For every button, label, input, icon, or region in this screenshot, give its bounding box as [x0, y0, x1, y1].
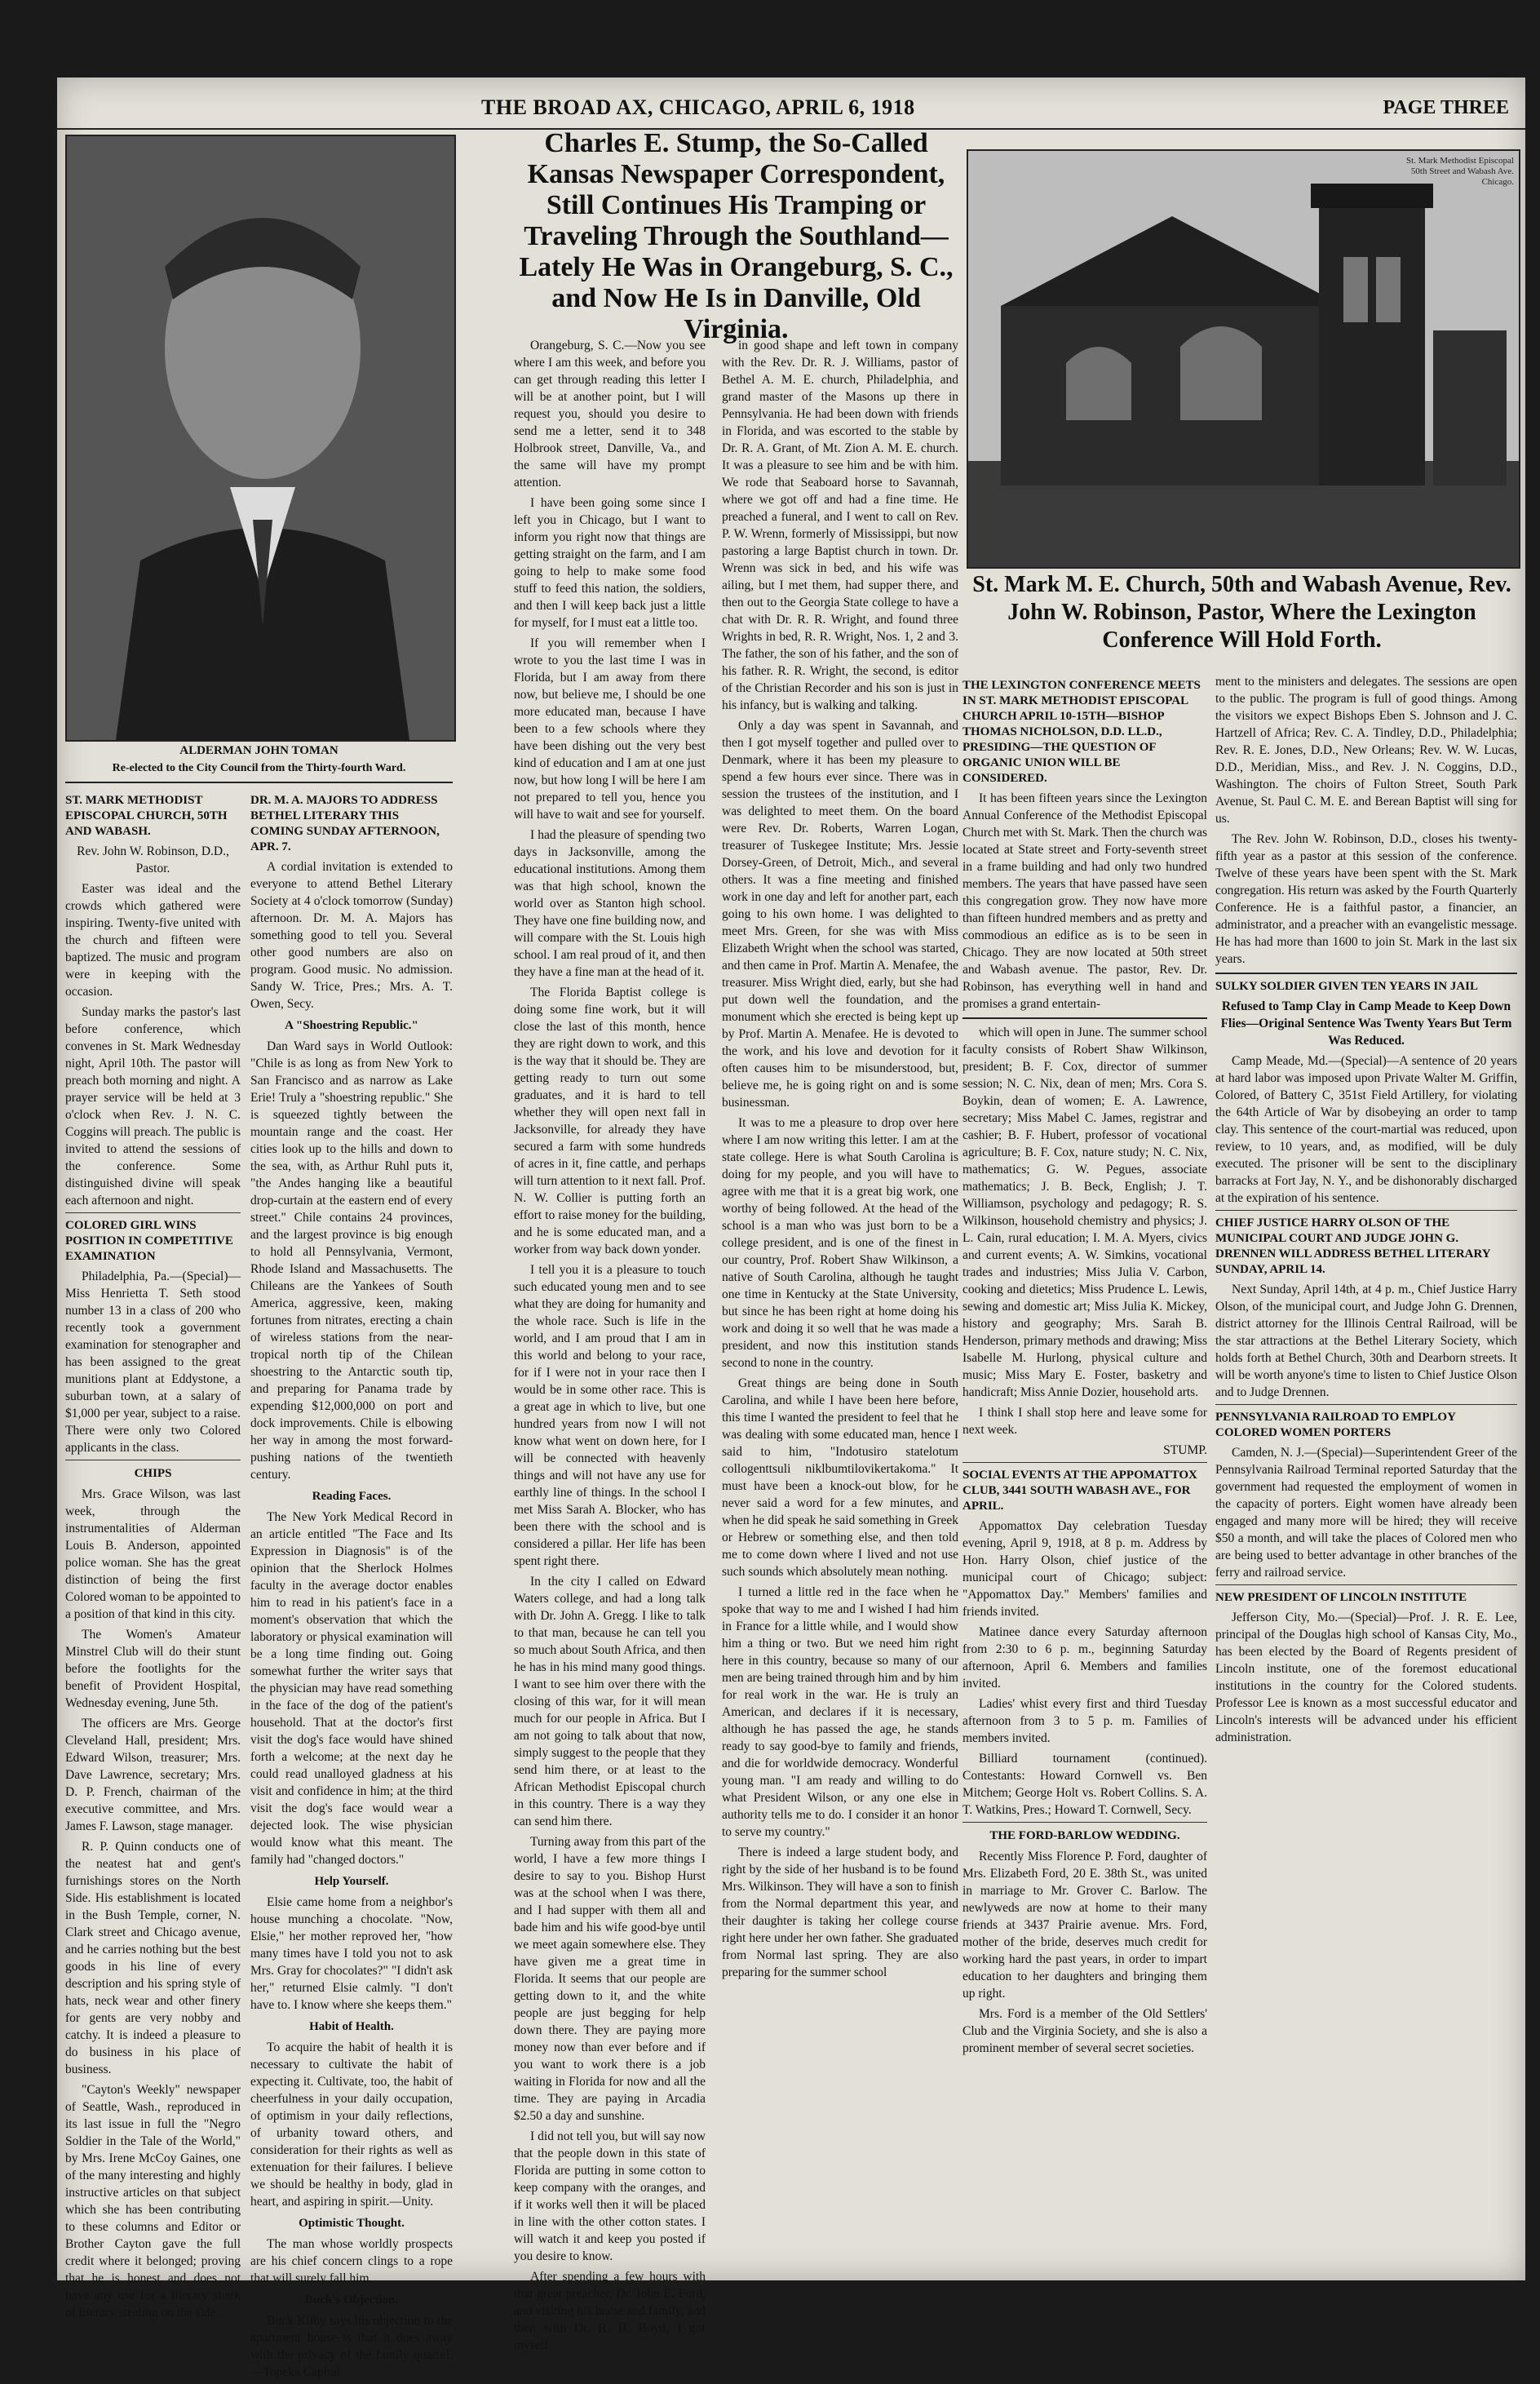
wedding-body-2: Mrs. Ford is a member of the Old Settlers' Club and the Virginia Society, and she is also a prominent member of several secret societies.: [962, 2007, 1207, 2055]
stump-body-3: If you will remember when I wrote to you the last time I was in Florida, but I am away from there now, but believe me, I should be one more educated man, because I have been to a few schools where they have been dishing out the very best kind of education and I am at one just now, but how long I will be here I am not prepared to tell you, hence you will have to wait and see for yourself.: [514, 636, 706, 822]
church-illustration: [968, 151, 1519, 567]
stump-body-9: I did not tell you, but will say now that the people down in this state of Florida are putting in some cotton to keep company with the oranges, and if it works well then it will be placed in line with the other cotton states. I will watch it and keep you posted if you desire to know.: [514, 2129, 706, 2263]
sulky-soldier-body: Camp Meade, Md.—(Special)—A sentence of 20 years at hard labor was imposed upon Private Walter M. Griffin, Colored, of Battery C, 351st Field Artillery, for violating the 64th Article of War by disobeying an order to tamp clay. This sentence of the court-martial was reduced, upon review, to 10 years, and, as modified, will be duly executed. The prisoner will be sent to the disciplinary barracks at Fort Jay, N. Y., and be dishonorably discharged at the expiration of his sentence.: [1215, 1054, 1517, 1205]
masthead: [57, 92, 1525, 130]
portrait-photo: [65, 135, 456, 742]
school-faculty-body: which will open in June. The summer school faculty consists of Robert Shaw Wilkinson, president; B. F. Cox, director of summer session; N. C. Nix, dean of men; Mrs. Cora S. Boykin, dean of women; E. A. Lawrence, secretary; Miss Mabel C. James, registrar and cashier; B. F. Hubert, professor of vocational agriculture; B. F. Cox, nature study; N. C. Nix, mathematics; G. W. Pegues, associate mathematics; J. B. Beck, English; J. T. Williamson, psychology and pedagogy; R. S. Wilkinson, household chemistry and physics; J. L. Cain, rural education; I. M. A. Myers, civics and current events; A. W. Simkins, vocational trades and industries; Miss Julia V. Carbon, cooking and dietetics; Miss Prudence L. Lewis, sewing and domestic art; Miss Julia K. Mickey, history and geography; Mrs. Sarah B. Henderson, primary methods and drawing; Miss Isabelle M. Hurlong, physical culture and music; Miss Mary E. Foster, basketry and handicraft; Miss Annie Dozier, household arts.: [962, 1026, 1207, 1399]
shoestring-body: Dan Ward says in World Outlook: "Chile is as long as from New York to San Francisco and as narrow as Lake Erie! Truly a "shoestring republic." She is squeezed tightly between the mountain range and the coast. Her cities look up to the hills and down to the sea, with, as Arthur Ruhl puts it, "the Andes hanging like a beautiful drop-curtain at the eastern end of every street." Chile contains 24 provinces, and the largest province is big enough to hold all Pennsylvania, Vermont, Rhode Island and Massachusetts. The Chileans are the Yankees of South America, aggressive, keen, making fortunes from nitrates, erecting a chain of wireless stations from the near-tropical north tip of the Chilean shoestring to the Antarctic south tip, and preparing for Panama trade by expending $12,000,000 on port and dock improvements. Chile is elbowing her way in among the most forward-pushing nations of the twentieth century.: [250, 1039, 453, 1482]
olson-heading: CHIEF JUSTICE HARRY OLSON OF THE MUNICIPAL COURT AND JUDGE JOHN G. DRENNEN WILL ADDRESS BETHEL LITERARY SUNDAY, APRIL 14.: [1215, 1216, 1491, 1276]
chips-body-2: The Women's Amateur Minstrel Club will do their stunt before the footlights for the benefit of Provident Hospital, Wednesday evening, June 5th.: [65, 1628, 241, 1710]
buck-body: Buck Kilby says his objection to the apartment house is that it does away with the privacy of the family quarrel.—Topeka Capital: [250, 2314, 453, 2379]
portrait-subcaption: Re-elected to the City Council from the Thirty-fourth Ward.: [112, 762, 406, 774]
social-events-heading: SOCIAL EVENTS AT THE APPOMATTOX CLUB, 3441 SOUTH WABASH AVE., FOR APRIL.: [962, 1469, 1197, 1513]
chips-body-1: Mrs. Grace Wilson, was last week, through the instrumentalities of Alderman Louis B. Anderson, appointed police woman. She has the great distinction of being the first Colored woman to be appointed to a position of that kind in this city.: [65, 1487, 241, 1621]
lower-left-columns: [65, 788, 453, 2384]
column-1: [65, 742, 453, 2379]
church-label-line-3: Chicago.: [1481, 177, 1514, 187]
column-1a: [65, 788, 241, 2384]
social-body-1: Appomattox Day celebration Tuesday evening, April 9, 1918, at 8 p. m. Address by Hon. Harry Olson, chief justice of the municipal court of Chicago; subject: "Appomattox Day." Members' families and friends invited.: [962, 1519, 1207, 1619]
newspaper-page: [57, 78, 1525, 2379]
stump-body-6: I tell you it is a pleasure to touch such educated young men and to see what they are doing for humanity and the whole race. Such is life in the world, and I am proud that I am in this world and belong to your race, for if I were not in your race then I would be in some other race. This is a great age in which to live, but one hundred years from now I will not know what went on down here, for I will be connected with heavenly things and will not have any use for earthly line of things. In the school I met Miss Sarah A. Blocker, who has been there with the school and is considered a pillar. Her life has been spent right there.: [514, 1263, 706, 1568]
buck-heading: Buck's Objection.: [304, 2293, 399, 2306]
column-2: [250, 788, 453, 2384]
reading-faces-heading: Reading Faces.: [312, 1490, 392, 1503]
church-label-line-1: St. Mark Methodist Episcopal: [1406, 156, 1514, 166]
stump-cont-4: Great things are being done in South Carolina, and while I have been here before, this time I wanted the president to feel that he was dealing with some educated man, hence I said to him, "Indotusiro statelotum collogenttsuli niklbumtilovikertakoma." It must have been a knock-out blow, for he never said a word for a few minutes, and when he did speak he said something in Greek or Hebrew or something else, and then told me to come down where I lived and not use such sounds which absolutely mean nothing.: [722, 1376, 958, 1579]
lexington-continued-2: The Rev. John W. Robinson, D.D., closes his twenty-fifth year as a pastor at this session of the conference. Twelve of these years have been spent with the St. Mark congregation. His return was asked by the Fourth Quarterly Conference. He is a faithful pastor, a financier, an administrator, and a preacher with an evangelistic message. He has had more than 1600 to join St. Mark in the last six years.: [1215, 832, 1517, 966]
chips-heading: CHIPS: [134, 1467, 172, 1480]
divider: [1215, 973, 1517, 974]
divider: [65, 1212, 241, 1213]
stump-cont-6: There is indeed a large student body, and right by the side of her husband is to be found Mrs. Wilkinson. They will have a son to finish from the Normal department this year, and their daughter is taking her college course right here under her own father. She graduated from Normal last spring. They are also preparing for the summer school: [722, 1846, 958, 1979]
chips-body-3: The officers are Mrs. George Cleveland Hall, president; Mrs. Edward Wilson, treasurer; Mrs. Dave Lawrence, secretary; Mrs. D. P. French, chairman of the executive committee, and Mrs. James F. Lawson, stage manager.: [65, 1717, 241, 1833]
stump-body-5: The Florida Baptist college is doing some fine work, but it will close the last of this month, hence they are right down to work, and this is the way that it should be. They are getting ready to turn out some graduates, and it is hard to tell whether they will open next fall in Jacksonville, for already they have secured a farm with some hundreds of acres in it, fine cattle, and perhaps will turn attention to it next fall. Prof. N. W. Collier is putting forth an effort to raise money for the building, and he is some educated man, and a worker from way back down yonder.: [514, 986, 706, 1256]
st-mark-body: Easter was ideal and the crowds which gathered were inspiring. Twenty-five united with the church and fifteen were baptized. The music and program were in keeping with the occasion.: [65, 882, 241, 999]
church-label-line-2: 50th Street and Wabash Ave.: [1410, 166, 1514, 176]
divider: [1215, 1584, 1517, 1585]
masthead-title: THE BROAD AX, CHICAGO, APRIL 6, 1918: [481, 95, 915, 119]
st-mark-pastor: Rev. John W. Robinson, D.D., Pastor.: [77, 844, 229, 875]
st-mark-body-2: Sunday marks the pastor's last before conference, which convenes in St. Mark Wednesday night, April 10th. The pastor will preach both morning and night. A prayer service will be held at 3 o'clock when Rev. J. N. C. Coggins will preach. The public is invited to attend the sessions of the conference. Some distinguished divine will speak each afternoon and night.: [65, 1005, 241, 1208]
stump-cont-3: It was to me a pleasure to drop over here where I am now writing this letter. I am at the state college. Here is what South Carolina is doing for my people, and you will have to agree with me that it is a great big work, one worthy of being followed. At the head of the school is a man who was just born to be a college president, and is one of the finest in our country, Prof. Robert Shaw Wilkinson, a native of South Carolina, although he taught one time in Kentucky at the State University, but since he has been right at home doing his work and doing it so well that he was made a president, and now this institution stands second to none in the country.: [722, 1116, 958, 1370]
stump-signature: STUMP.: [1163, 1443, 1207, 1457]
divider: [962, 1017, 1207, 1019]
social-body-3: Ladies' whist every first and third Tuesday afternoon from 3 to 5 p. m. Families of members invited.: [962, 1697, 1207, 1745]
st-mark-heading: ST. MARK METHODIST EPISCOPAL CHURCH, 50TH AND WABASH.: [65, 794, 228, 838]
divider: [1215, 1404, 1517, 1405]
divider: [962, 1822, 1207, 1823]
lexington-heading: THE LEXINGTON CONFERENCE MEETS IN ST. MARK METHODIST EPISCOPAL CHURCH APRIL 10-15TH—BISHOP THOMAS NICHOLSON, D.D. LL.D., PRESIDING—THE QUESTION OF ORGANIC UNION WILL BE CONSIDERED.: [962, 679, 1201, 785]
olson-body: Next Sunday, April 14th, at 4 p. m., Chief Justice Harry Olson, of the municipal court, and Judge John G. Drennen, district attorney for the Illinois Central Railroad, will be the star attractions at the Bethel Literary Society, which holds forth at Bethel Church, 30th and Dearborn streets. It will be worth anyone's time to listen to Chief Justice Olson and to Judge Drennen.: [1215, 1283, 1517, 1399]
stump-headline: Charles E. Stump, the So-Called Kansas Newspaper Correspondent, Still Continues His Tramping or Traveling Through the Southland—Lately He Was in Orangeburg, S. C., and Now He Is in Danville, Old Virginia.: [519, 128, 954, 344]
lincoln-heading: NEW PRESIDENT OF LINCOLN INSTITUTE: [1215, 1591, 1467, 1604]
lexington-continued: ment to the ministers and delegates. The sessions are open to the public. The program is full of good things. Among the visitors we expect Bishops Eben S. Johnson and J. C. Hartzell of Africa; Rev. C. A. Tindley, D.D., Philadelphia; Rev. R. E. Jones, D.D., New Orleans; Rev. W. W. Lucas, D.D., Meridian, Miss., and Rev. J. N. Coggins, D.D., Washington. The choirs of Fulton Street, South Park Avenue, St. Paul C. M. E. and Berean Baptist will sing for us.: [1215, 675, 1517, 826]
help-yourself-body: Elsie came home from a neighbor's house munching a chocolate. "Now, Elsie," her mother reproved her, "how many times have I told you not to ask Mrs. Gray for chocolates?" "I didn't ask her," returned Elsie calmly. "I don't have to. I know where she keeps them.": [250, 1895, 453, 2012]
habit-heading: Habit of Health.: [309, 2020, 394, 2033]
school-faculty-body-2: I think I shall stop here and leave some for next week.: [962, 1406, 1207, 1437]
stump-body-10: After spending a few hours with that great preacher, Dr. John E. Ford, and visiting his home and family, and then with Dr. R. H. Boyd, I got myself: [514, 2270, 706, 2352]
habit-body: To acquire the habit of health it is necessary to cultivate the habit of expecting it. Cultivate, too, the habit of cheerfulness in your daily occupation, of optimism in your daily reflections, of urbanity toward others, and consideration for their rights as well as extenuation for their failures. I believe we should be healthy in body, glad in heart, and aspiring in spirit.—Unity.: [250, 2041, 453, 2209]
colored-girl-body: Philadelphia, Pa.—(Special)—Miss Henrietta T. Seth stood number 13 in a class of 200 who recently took a government examination for stenographer and has been assigned to the great munitions plant at Eddystone, a suburban town, at a salary of $1,000 per year, subject to a raise. There were only two Colored applicants in the class.: [65, 1270, 241, 1455]
page-number: PAGE THREE: [1383, 97, 1509, 118]
divider: [1215, 1210, 1517, 1211]
majors-body: A cordial invitation is extended to everyone to attend Bethel Literary Society at 4 o'clock tomorrow (Sunday) afternoon. Dr. M. A. Majors has something good to tell you. Several other good numbers are also on program. Good music. No admission. Sandy W. Trice, Pres.; Mrs. A. T. Owen, Secy.: [250, 860, 453, 1011]
stump-body-2: I have been going some since I left you in Chicago, but I want to inform you right now that things are getting straight on the farm, and I am going to help to make some food stuff to feed this nation, the soldiers, and then I will keep back just a little for myself, for I must eat a little too.: [514, 496, 706, 630]
church-photo-label: [1406, 156, 1514, 188]
majors-heading: DR. M. A. MAJORS TO ADDRESS BETHEL LITERARY THIS COMING SUNDAY AFTERNOON, APR. 7.: [250, 794, 440, 853]
chips-body-4: R. P. Quinn conducts one of the neatest hat and gent's furnishings stores on the North Side. His establishment is located in the Bush Temple, corner, N. Clark street and Chicago avenue, and he carries nothing but the best goods in his line of every description and his spring style of hats, neck wear and other finery for gents are very nobby and catchy. It is indeed a pleasure to do business in his place of business.: [65, 1840, 241, 2076]
divider: [962, 1462, 1207, 1463]
colored-girl-heading: COLORED GIRL WINS POSITION IN COMPETITIVE EXAMINATION: [65, 1219, 233, 1263]
social-body-4: Billiard tournament (continued). Contestants: Howard Cornwell vs. Ben Mitchem; George Holt vs. Robert Collins. S. A. T. Watkins, Pres.; Howard T. Cornwell, Secy.: [962, 1752, 1207, 1817]
stump-body-1: Orangeburg, S. C.—Now you see where I am this week, and before you can get through reading this letter I will be at another point, but I will request you, should you desire to send me a letter, send it to 348 Holbrook street, Danville, Va., and the same will have my prompt attention.: [514, 339, 706, 490]
divider: [65, 782, 453, 783]
portrait-silhouette: [67, 136, 454, 740]
help-yourself-heading: Help Yourself.: [314, 1875, 389, 1888]
stump-body-8: Turning away from this part of the world, I have a few more things I desire to say to you. Bishop Hurst was at the school when I was there, and I had supper with them all and bade him and his wife good-bye until we meet again somewhere else. They have given me a great time in Florida. It seems that our people are getting down to it, and the white people are just begging for help down there. They are paying more money now than ever before and if you want to work there is a job waiting in Florida for now and all the time. They are paying in Arcadia $2.50 a day and sunshine.: [514, 1835, 706, 2123]
sulky-soldier-subhead: Refused to Tamp Clay in Camp Meade to Keep Down Flies—Original Sentence Was Twenty Years But Term Was Reduced.: [1220, 999, 1512, 1048]
wedding-body: Recently Miss Florence P. Ford, daughter of Mrs. Elizabeth Ford, 20 E. 38th St., was united in marriage to Mr. Grover C. Barlow. The newlyweds are now at home to their many friends at 3437 Prairie avenue. Mrs. Ford, mother of the bride, deserves much credit for working hard the past years, in order to impart education to her daughters and bringing them up right.: [962, 1850, 1207, 2001]
church-headline: St. Mark M. E. Church, 50th and Wabash Avenue, Rev. John W. Robinson, Pastor, Where the Lexington Conference Will Hold Forth.: [972, 572, 1511, 653]
stump-body-4: I had the pleasure of spending two days in Jacksonville, among the educational institutions. Among them was that high school, known the world over as Stanton high school. They have one fine building now, and will compare with the St. Louis high school. I am real proud of it, and then they have a fine man at the head of it.: [514, 828, 706, 979]
wedding-heading: THE FORD-BARLOW WEDDING.: [989, 1829, 1180, 1842]
lexington-body: It has been fifteen years since the Lexington Annual Conference of the Methodist Episcopal Church met with St. Mark. Then the church was located at State street and Forty-seventh street in a frame building and had only two hundred members. The years that have passed have seen this congregation grow. They now have more than fifteen hundred members and as pretty and commodious an edifice as is to be seen in Chicago. They are now located at 50th street and Wabash avenue. The pastor, Rev. Dr. Robinson, has everything well in hand and promises a grand entertain-: [962, 791, 1207, 1011]
portrait-caption: ALDERMAN JOHN TOMAN: [179, 744, 339, 757]
column-5: [962, 673, 1207, 2272]
pennsylvania-body: Camden, N. J.—(Special)—Superintendent Greer of the Pennsylvania Railroad Terminal reported Saturday that the government had requested the employment of women in the capacity of porters. Eight women have already been engaged and many more will be hired; they will receive $50 a month, and will take the places of Colored men who are being used to better advantage in other branches of the ferry and railroad service.: [1215, 1446, 1517, 1580]
optimistic-body: The man whose worldly prospects are his chief concern clings to a rope that will surely fall him.: [250, 2237, 453, 2285]
optimistic-heading: Optimistic Thought.: [299, 2217, 405, 2230]
stump-cont-2: Only a day was spent in Savannah, and then I got myself together and pulled over to Denmark, where it has been my pleasure to spend a few hours ever since. There was in session the trustees of the institution, and I was delighted to meet them. On the board were Rev. Dr. Roberts, Warren Logan, treasurer of Tuskegee Institute; Mrs. Jessie Dorsey-Green, of Detroit, Mich., and several others. It was a fine meeting and finished work in one day and left for another part, each going to his own home. I was delighted to meet Mrs. Green, for she was with Miss Elizabeth Wright when the school was started, and then came in Prof. Martin A. Menafee, the treasurer. Miss Wright died, early, but she had put down well the foundation, and the monument which she erected is being kept up by Prof. Martin A. Menafee. He is devoted to the work, and his love and devotion for it often causes him to be misunderstood, but, believe me, he is going right on and is some businessman.: [722, 719, 958, 1110]
reading-faces-body: The New York Medical Record in an article entitled "The Face and Its Expression in Diagnosis" is of the opinion that the Sherlock Holmes faculty in the average doctor enables him to read in his patient's face in a moment's observation that which the laboratory or physical examination will be a long time finding out. Going somewhat further the writer says that the physician may have read something in the face of the dog of the patient's household. That at the doctor's first visit the dog's face would have shined forth a welcome; at the next day he could read unalloyed gladness at his visit and confidence in him; at the third visit the dog's face would wear a dejected look. The wise physician would know what this meant. The family had "changed doctors.": [250, 1510, 453, 1867]
lincoln-body: Jefferson City, Mo.—(Special)—Prof. J. R. E. Lee, principal of the Douglas high school of Kansas City, Mo., has been elected by the Board of Regents president of Lincoln institute, one of the foremost educational institutions in the country for the Colored students. Professor Lee is known as a most successful educator and Lincoln's interests will be advanced under his efficient administration.: [1215, 1611, 1517, 1744]
shoestring-heading: A "Shoestring Republic.": [285, 1019, 418, 1032]
stump-body-7: In the city I called on Edward Waters college, and had a long talk with Dr. John A. Gregg. I like to talk to that man, because he can tell you so much about South Africa, and then he has in his mind many good things. I want to see him over there with the closing of this war, for it will mean much for our people in Africa. But I am not going to talk about that now, simply suggest to the people that they send him there, or at least to the African Methodist Episcopal church in this country. There is a way they can send him there.: [514, 1575, 706, 1828]
stump-cont-1: in good shape and left town in company with the Rev. Dr. R. J. Williams, pastor of Bethel A. M. E. church, Philadelphia, and grand master of the Masons up there in Pennsylvania. He had been down with friends in Florida, and was escorted to the stable by Dr. R. A. Grant, of Mt. Zion A. M. E. church. It was a pleasure to see him and be with him. We rode that Seaboard horse to Savannah, where we got off and had a fine time. He preached a funeral, and I went to call on Rev. P. W. Wrenn, formerly of Mississippi, but now pastoring a large Baptist church in town. Dr. Wrenn was sick in bed, and his wife was ailing, but I met them, had supper there, and then out to the Georgia State college to have a chat with Dr. R. R. Wright, and found three Wrights in bed, R. R. Wright, Nos. 1, 2 and 3. The father, the son of his father, and the son of his father. R. R. Wright, the second, is editor of the Christian Recorder and his son is just in his infancy, but is walking and talking.: [722, 339, 958, 712]
church-photo: [967, 149, 1520, 569]
column-4: [722, 337, 958, 2271]
column-6: [1215, 673, 1517, 2272]
stump-cont-5: I turned a little red in the face when he spoke that way to me and I wished I had him in France for a little while, and I would show him a thing or two. But we need him right here in this country, because so many of our men are being trained through him and by him for real work in the war. He is truly an American, and declares if it is necessary, although he has passed the age, he stands ready to say good-bye to family and friends, and die for worldwide democracy. Wonderful young man. "I am ready and willing to do what President Wilson, or any one else in authority tells me to do. I consider it an honor to serve my country.": [722, 1585, 958, 1839]
social-body-2: Matinee dance every Saturday afternoon from 2:30 to 6 p. m., beginning Saturday afternoon, April 6. Members and families invited.: [962, 1625, 1207, 1691]
chips-body-5: "Cayton's Weekly" newspaper of Seattle, Wash., reproduced in its last issue in full the "Negro Soldier in the Tale of the World," by Mrs. Irene McCoy Gaines, one of the many interesting and highly instructive articles on that subject which she has been contributing to these columns and Editor or Brother Cayton gave the full credit where it belonged; proving that he is honest and does not have any use for a literary shark of literary stealing on the side.: [65, 2083, 241, 2320]
pennsylvania-heading: PENNSYLVANIA RAILROAD TO EMPLOY COLORED WOMEN PORTERS: [1215, 1411, 1456, 1439]
sulky-soldier-heading: SULKY SOLDIER GIVEN TEN YEARS IN JAIL: [1215, 980, 1479, 993]
column-3: [514, 337, 706, 2352]
